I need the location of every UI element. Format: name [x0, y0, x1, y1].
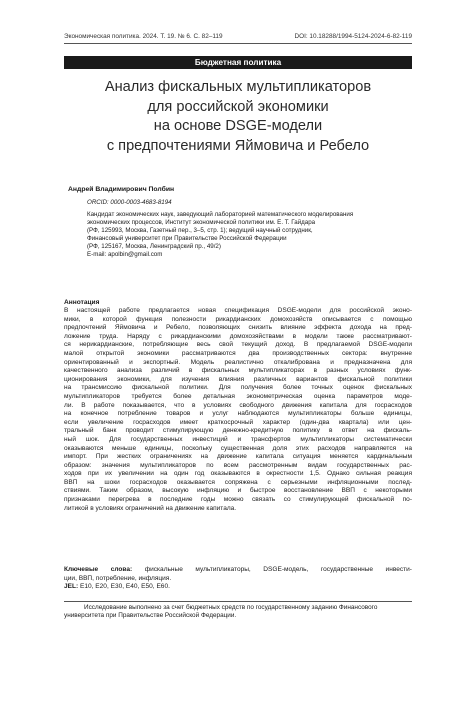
abstract-line: если увеличение госрасходов имеет краткосрочный характер (один-два квартала) или цен- [64, 418, 412, 426]
keywords-text: фискальные мультипликаторы, DSGE-модель, государственные инвести- [132, 566, 412, 573]
abstract-line: образом: значения мультипликаторов по всем рассмотренным видам государственных рас- [64, 461, 412, 469]
author-affiliation [87, 211, 412, 260]
title-line: Анализ фискальных мультипликаторов [104, 79, 372, 95]
abstract-heading: Аннотация [64, 299, 100, 306]
abstract-line: ствиями. Таким образом, высокую инфляцию и быстрое восстановление ВВП с некоторыми [64, 487, 412, 495]
jel-line [64, 583, 412, 592]
abstract-line: предпочтений Яймовича и Ребело, позволяющих снизить влияние эффекта дохода на пред- [64, 324, 412, 332]
abstract-line: ВВП на шоки госрасходов оказывается сопряжена с серьезными инфляционными послед- [64, 478, 412, 486]
abstract-line: ционирования экономики, для изучения влияния различных вариантов фискальной политики [64, 375, 412, 383]
affiliation-line: экономических процессов, Институт экономической политики им. Е. Т. Гайдара [87, 219, 316, 227]
abstract-line: признаками перегрева в последние годы можно связать со стимулирующей фискальной по- [64, 496, 412, 504]
abstract-line: на трансмиссию фискальной политики. Для получения более точных оценок фискальных [64, 384, 412, 392]
keywords-label: Ключевые слова: [64, 566, 133, 573]
funding-footnote [64, 604, 412, 621]
jel-label: JEL: [64, 583, 79, 591]
abstract-line: ся нерикардианские, потребляющие весь свой текущий доход. В предлагаемой DSGE-модели [64, 341, 412, 349]
abstract-line: ный шок. Для государственных инвестиций и трансфертов мультипликаторы систематически [64, 435, 412, 443]
author-email[interactable]: E-mail: apolbin@gmail.com [87, 251, 163, 259]
keywords-block [64, 566, 412, 592]
title-line: с предпочтениями Яймовича и Ребело [106, 137, 370, 154]
abstract-line: мультипликаторов требуется более детальная эконометрическая оценка параметров моде- [64, 392, 412, 400]
footnote-line: Исследование выполнено за счет бюджетных средств по государственному заданию Финансового [84, 604, 378, 611]
abstract-line: литикой в условиях ограничений на движение капитала. [64, 504, 237, 512]
abstract-line: тральный банк проводит стимулирующую денежно-кредитную политику в ответ на фискаль- [64, 427, 412, 435]
keywords-line [64, 566, 412, 575]
title-line: для российской экономики [147, 98, 329, 115]
footnote-line: университета при Правительстве Российской Федерации. [64, 612, 237, 620]
header-divider [64, 43, 412, 44]
abstract-line: мики, в которой функция полезности рикардианских домохозяйств описывается с помощью [64, 315, 412, 323]
affiliation-line: Финансовый университет при Правительстве Российской Федерации [87, 235, 287, 243]
section-label: Бюджетная политика [64, 56, 412, 69]
footnote-divider [64, 601, 412, 602]
author-name: Андрей Владимирович Полбин [68, 186, 175, 193]
orcid[interactable]: ORCID: 0000-0003-4683-8194 [87, 199, 172, 206]
jel-codes: E10, E20, E30, E40, E50, E60. [78, 583, 170, 591]
abstract-line: ли. В работе показывается, что в условиях свободного движения капитала для госрасходов [64, 401, 412, 409]
abstract-body [64, 307, 412, 513]
keywords-line: ции, ВВП, потребление, инфляция. [64, 574, 172, 582]
affiliation-line: (РФ, 125167, Москва, Ленинградский пр., 49/2) [87, 243, 221, 251]
affiliation-line: Кандидат экономических наук, заведующий лабораторией математического моделирования [87, 211, 354, 218]
abstract-line: малой открытой экономики рассматриваются два производственных сектора: внутренне [64, 349, 412, 357]
abstract-line: ходов при их увеличении на один год оказываются в окрестности 1,5. Однако сильная реакция [64, 470, 412, 478]
abstract-line: оказываются меньше единицы, поскольку существенная доля этих расходов направляется на [64, 444, 412, 452]
abstract-line: качественного анализа различий в фискальных мультипликаторах в разных условиях функ- [64, 367, 412, 375]
article-title [64, 78, 412, 156]
abstract-line: ориентированный и экспортный. Модель реалистично откалибрована и предназначена для [64, 358, 412, 366]
doi[interactable]: DOI: 10.18288/1994-5124-2024-6-82-119 [294, 33, 412, 40]
abstract-line: на конечное потребление товаров и услуг наблюдаются мультипликаторы больше единицы, [64, 410, 412, 418]
title-line: на основе DSGE-модели [153, 118, 323, 134]
journal-reference: Экономическая политика. 2024. Т. 19. № 6. С. 82–119 [64, 33, 223, 40]
affiliation-line: (РФ, 125993, Москва, Газетный пер., 3–5, стр. 1); ведущий научный сотрудник, [87, 227, 313, 235]
abstract-line: В настоящей работе предлагается новая спецификация DSGE-модели для российской эконо- [64, 307, 412, 314]
abstract-line: импорт. При жестких ограничениях на движение капитала ситуация меняется кардинальным [64, 453, 412, 461]
abstract-line: ложение труда. Наряду с рикардианскими домохозяйствами в модели также рассматривают- [64, 332, 412, 340]
